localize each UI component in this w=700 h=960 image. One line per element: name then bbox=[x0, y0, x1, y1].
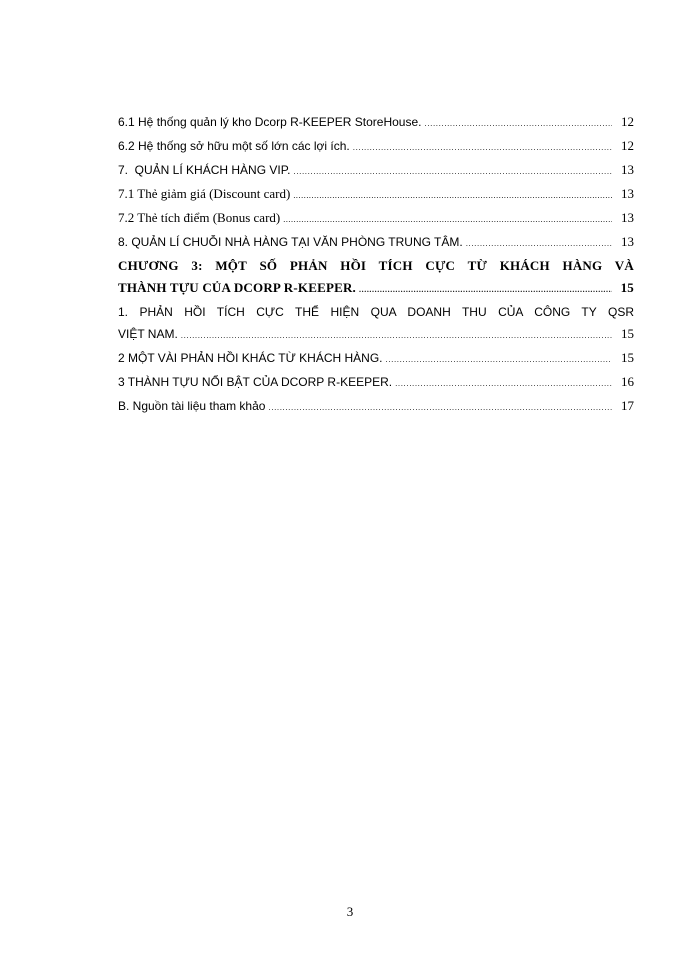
toc-entry-title: 7. QUẢN LÍ KHÁCH HÀNG VIP. bbox=[118, 163, 291, 177]
toc-page-number: 12 bbox=[621, 138, 634, 153]
toc-page-number: 15 bbox=[621, 326, 634, 341]
toc-entry-title: 2 MỘT VÀI PHẢN HỒI KHÁC TỪ KHÁCH HÀNG. bbox=[118, 351, 383, 365]
toc-page-number: 15 bbox=[621, 350, 634, 365]
toc-entry-7-2 bbox=[118, 207, 634, 231]
toc-entry-7 bbox=[118, 159, 634, 183]
toc-entry-b bbox=[118, 395, 634, 419]
toc-entry-8 bbox=[118, 231, 634, 255]
toc-entry-6-2 bbox=[118, 135, 634, 159]
dot-leader bbox=[353, 137, 612, 159]
toc-page-number: 12 bbox=[621, 114, 634, 129]
dot-leader bbox=[294, 161, 613, 183]
dot-leader bbox=[268, 397, 612, 419]
dot-leader bbox=[293, 185, 612, 207]
dot-leader bbox=[181, 325, 612, 347]
toc-entry-2 bbox=[118, 347, 634, 371]
toc-page-number: 15 bbox=[620, 280, 634, 295]
dot-leader bbox=[386, 349, 612, 371]
toc-entry-title: 6.2 Hệ thống sở hữu một số lớn các lợi ích. bbox=[118, 139, 350, 153]
toc-entry-6-1 bbox=[118, 111, 634, 135]
toc-entry-1 bbox=[118, 301, 634, 347]
toc-entry-7-1 bbox=[118, 183, 634, 207]
toc-entry-title: 6.1 Hệ thống quản lý kho Dcorp R-KEEPER StoreHouse. bbox=[118, 115, 422, 129]
toc-entry-3 bbox=[118, 371, 634, 395]
toc-page-number: 13 bbox=[621, 186, 634, 201]
toc-entry-title: B. Nguồn tài liệu tham khảo bbox=[118, 399, 266, 413]
dot-leader bbox=[395, 373, 612, 395]
toc-page-number: 13 bbox=[621, 234, 634, 249]
toc-entry-title: 8. QUẢN LÍ CHUỖI NHÀ HÀNG TẠI VĂN PHÒNG TRUNG TÂM. bbox=[118, 235, 463, 249]
toc-entry-title: 7.1 Thẻ giảm giá (Discount card) bbox=[118, 186, 291, 201]
toc-entry-title: VIỆT NAM. bbox=[118, 327, 178, 341]
toc-page-number: 16 bbox=[621, 374, 634, 389]
toc-entry-title-line1: 1. PHẢN HỒI TÍCH CỰC THỂ HIỆN QUA DOANH THU CỦA CÔNG TY QSR bbox=[118, 305, 634, 319]
dot-leader bbox=[425, 113, 613, 135]
toc-page-number: 17 bbox=[621, 398, 634, 413]
dot-leader bbox=[466, 233, 612, 255]
toc-page-number: 13 bbox=[621, 162, 634, 177]
dot-leader bbox=[283, 209, 612, 231]
toc-entry-title-line1: CHƯƠNG 3: MỘT SỐ PHẢN HỒI TÍCH CỰC TỪ KHÁCH HÀNG VÀ bbox=[118, 258, 634, 273]
table-of-contents bbox=[118, 111, 634, 419]
dot-leader bbox=[359, 279, 612, 301]
toc-entry-chapter-3 bbox=[118, 255, 634, 301]
toc-page-number: 13 bbox=[621, 210, 634, 225]
page-number-footer: 3 bbox=[346, 904, 354, 919]
toc-entry-title: 3 THÀNH TỰU NỔI BẬT CỦA DCORP R-KEEPER. bbox=[118, 375, 393, 389]
toc-entry-title: THÀNH TỰU CỦA DCORP R-KEEPER. bbox=[118, 280, 357, 295]
toc-entry-title: 7.2 Thẻ tích điểm (Bonus card) bbox=[118, 210, 281, 225]
